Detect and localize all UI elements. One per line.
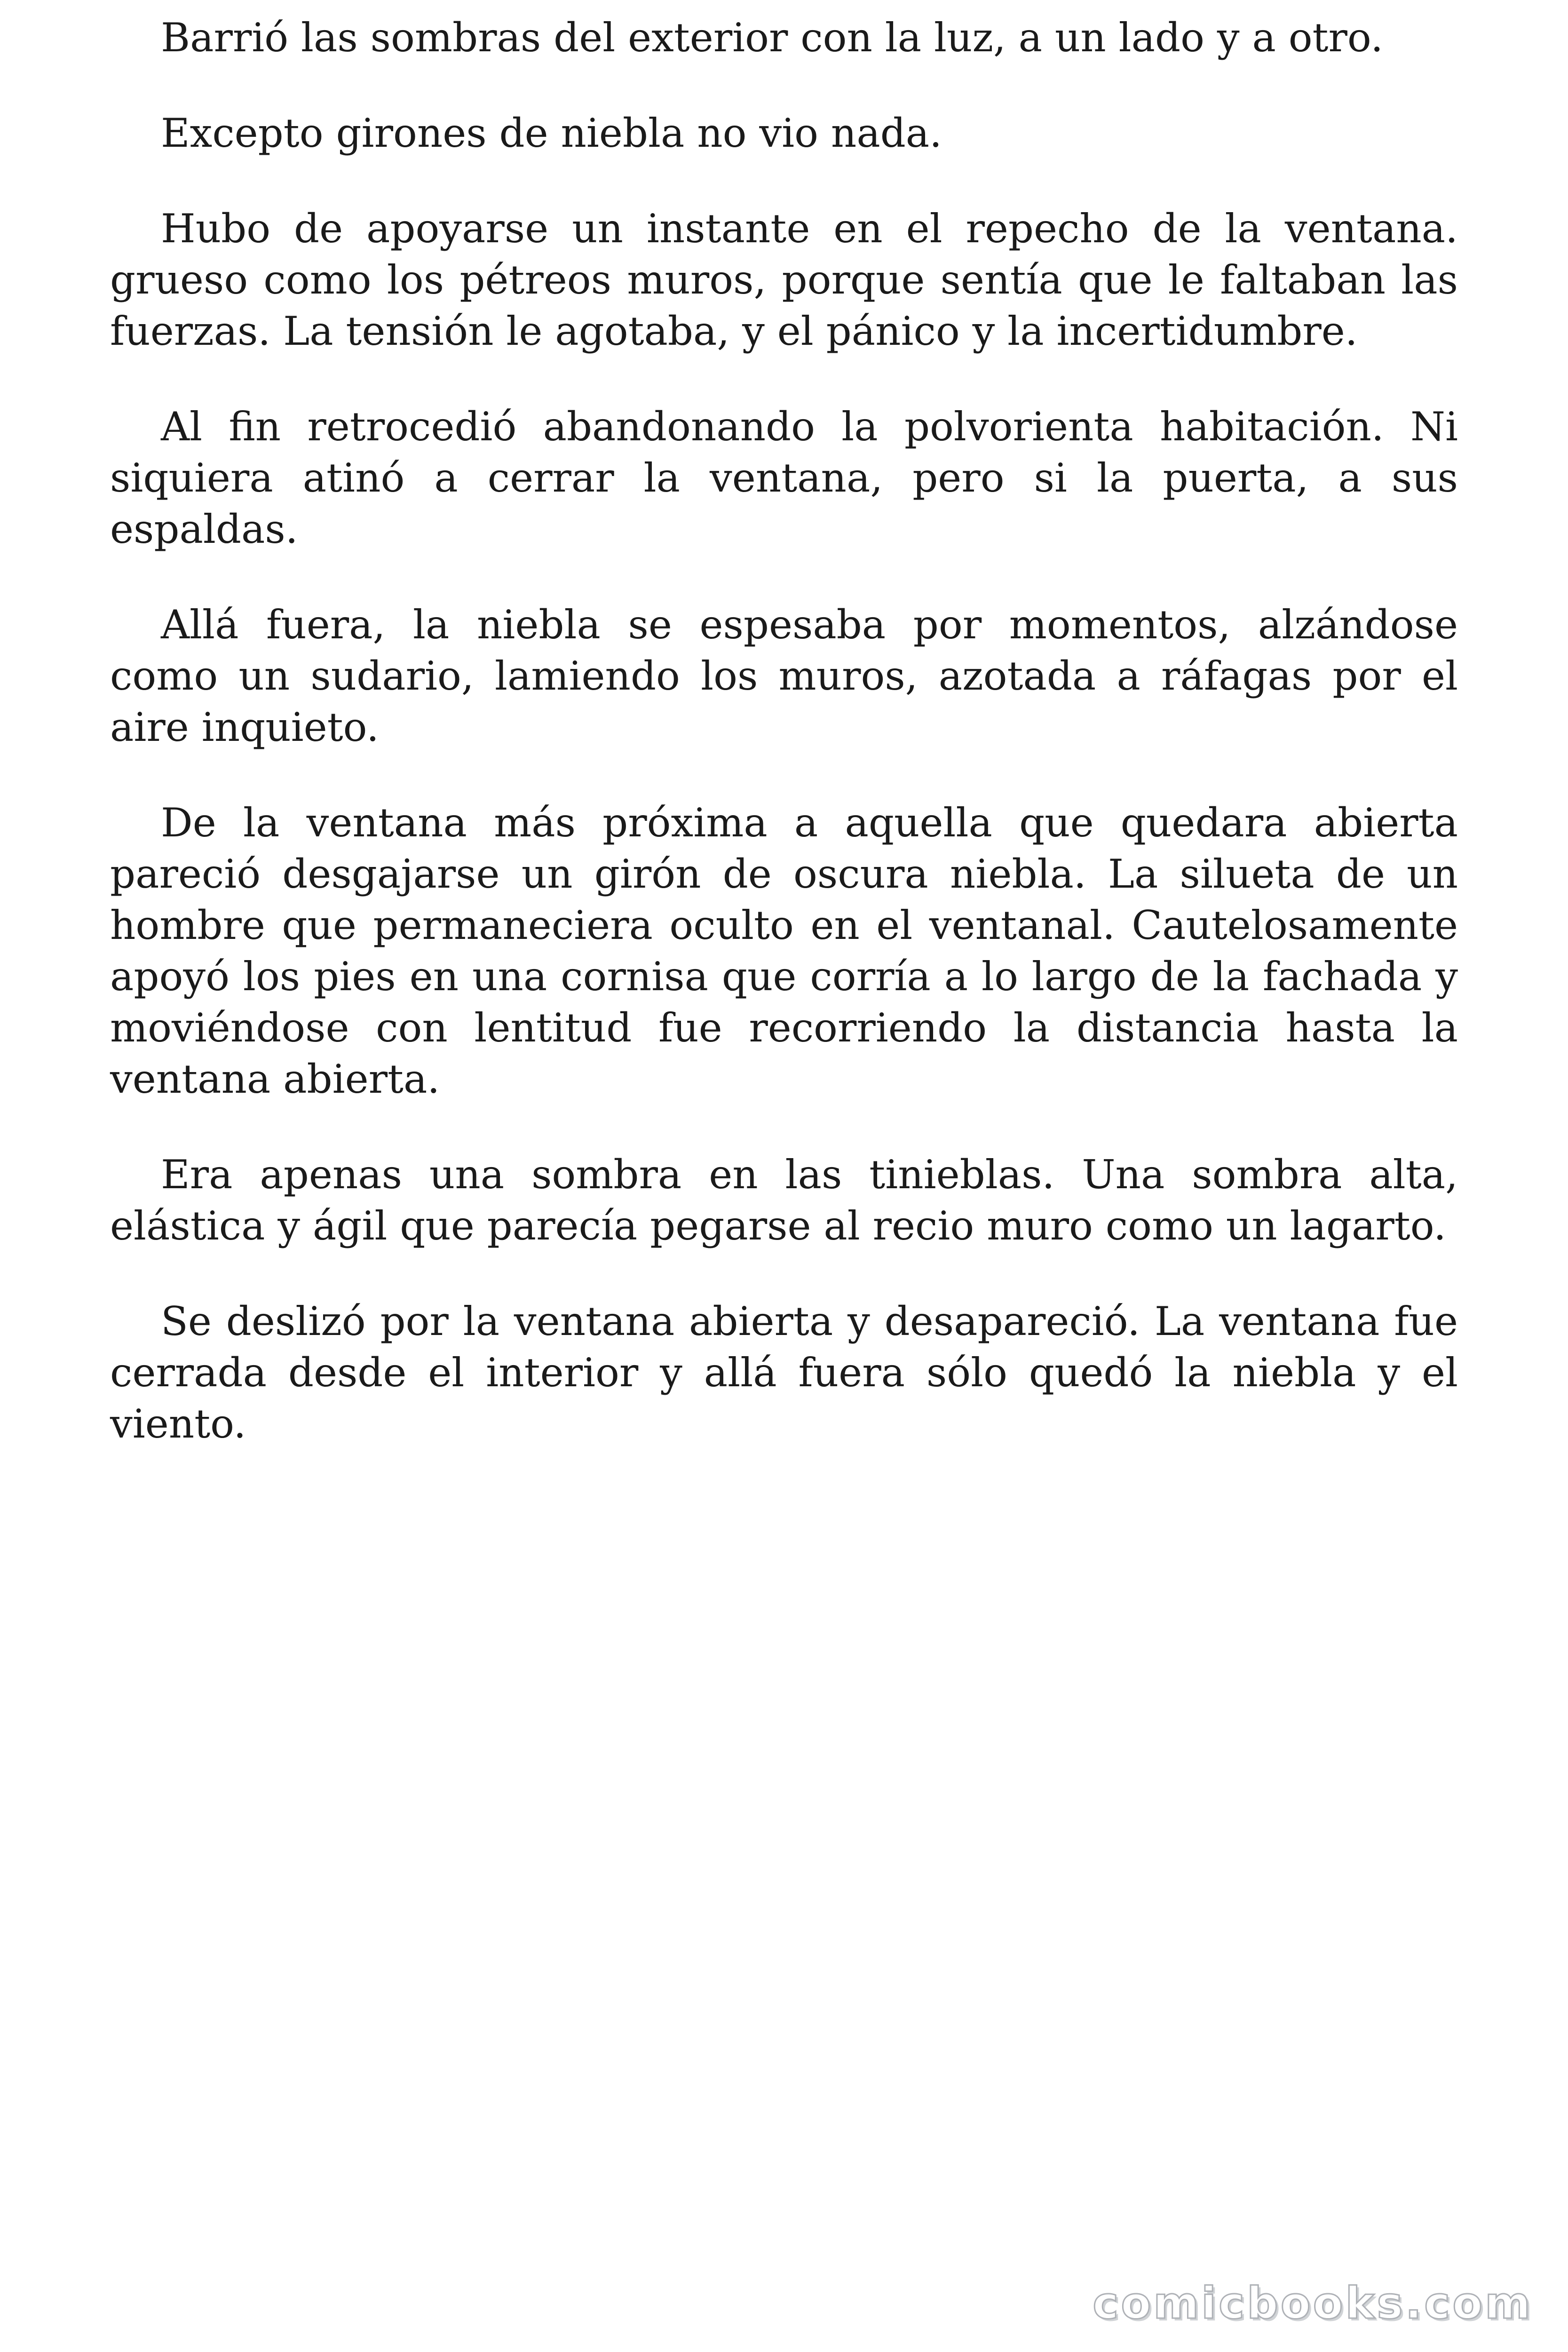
paragraph-4: Al fin retrocedió abandonando la polvorienta habitación. Ni siquiera atinó a cerrar la ventana, pero si la puerta, a sus espaldas. [110, 404, 1458, 552]
paragraph-7: Era apenas una sombra en las tinieblas. Una sombra alta, elástica y ágil que parecía pegarse al recio muro como un lagarto. [110, 1152, 1458, 1249]
paragraph-1: Barrió las sombras del exterior con la luz, a un lado y a otro. [161, 15, 1384, 61]
watermark: comicbooks.com [1093, 2278, 1533, 2328]
paragraph-8: Se deslizó por la ventana abierta y desapareció. La ventana fue cerrada desde el interior y allá fuera sólo quedó la niebla y el viento. [110, 1298, 1458, 1447]
paragraph-3: Hubo de apoyarse un instante en el repecho de la ventana. grueso como los pétreos muros, porque sentía que le faltaban las fuerzas. La tensión le agotaba, y el pánico y la incertidumbre. [110, 206, 1458, 354]
paragraph-2: Excepto girones de niebla no vio nada. [161, 110, 942, 156]
page-text [110, 12, 1458, 1494]
paragraph-6: De la ventana más próxima a aquella que quedara abierta pareció desgajarse un girón de oscura niebla. La silueta de un hombre que permaneciera oculto en el ventanal. Cautelosamente apoyó los pies en una cornisa que corría a lo largo de la fachada y moviéndose con lentitud fue recorriendo la distancia hasta la ventana abierta. [110, 800, 1458, 1102]
paragraph-5: Allá fuera, la niebla se espesaba por momentos, alzándose como un sudario, lamiendo los muros, azotada a ráfagas por el aire inquieto. [110, 602, 1458, 750]
